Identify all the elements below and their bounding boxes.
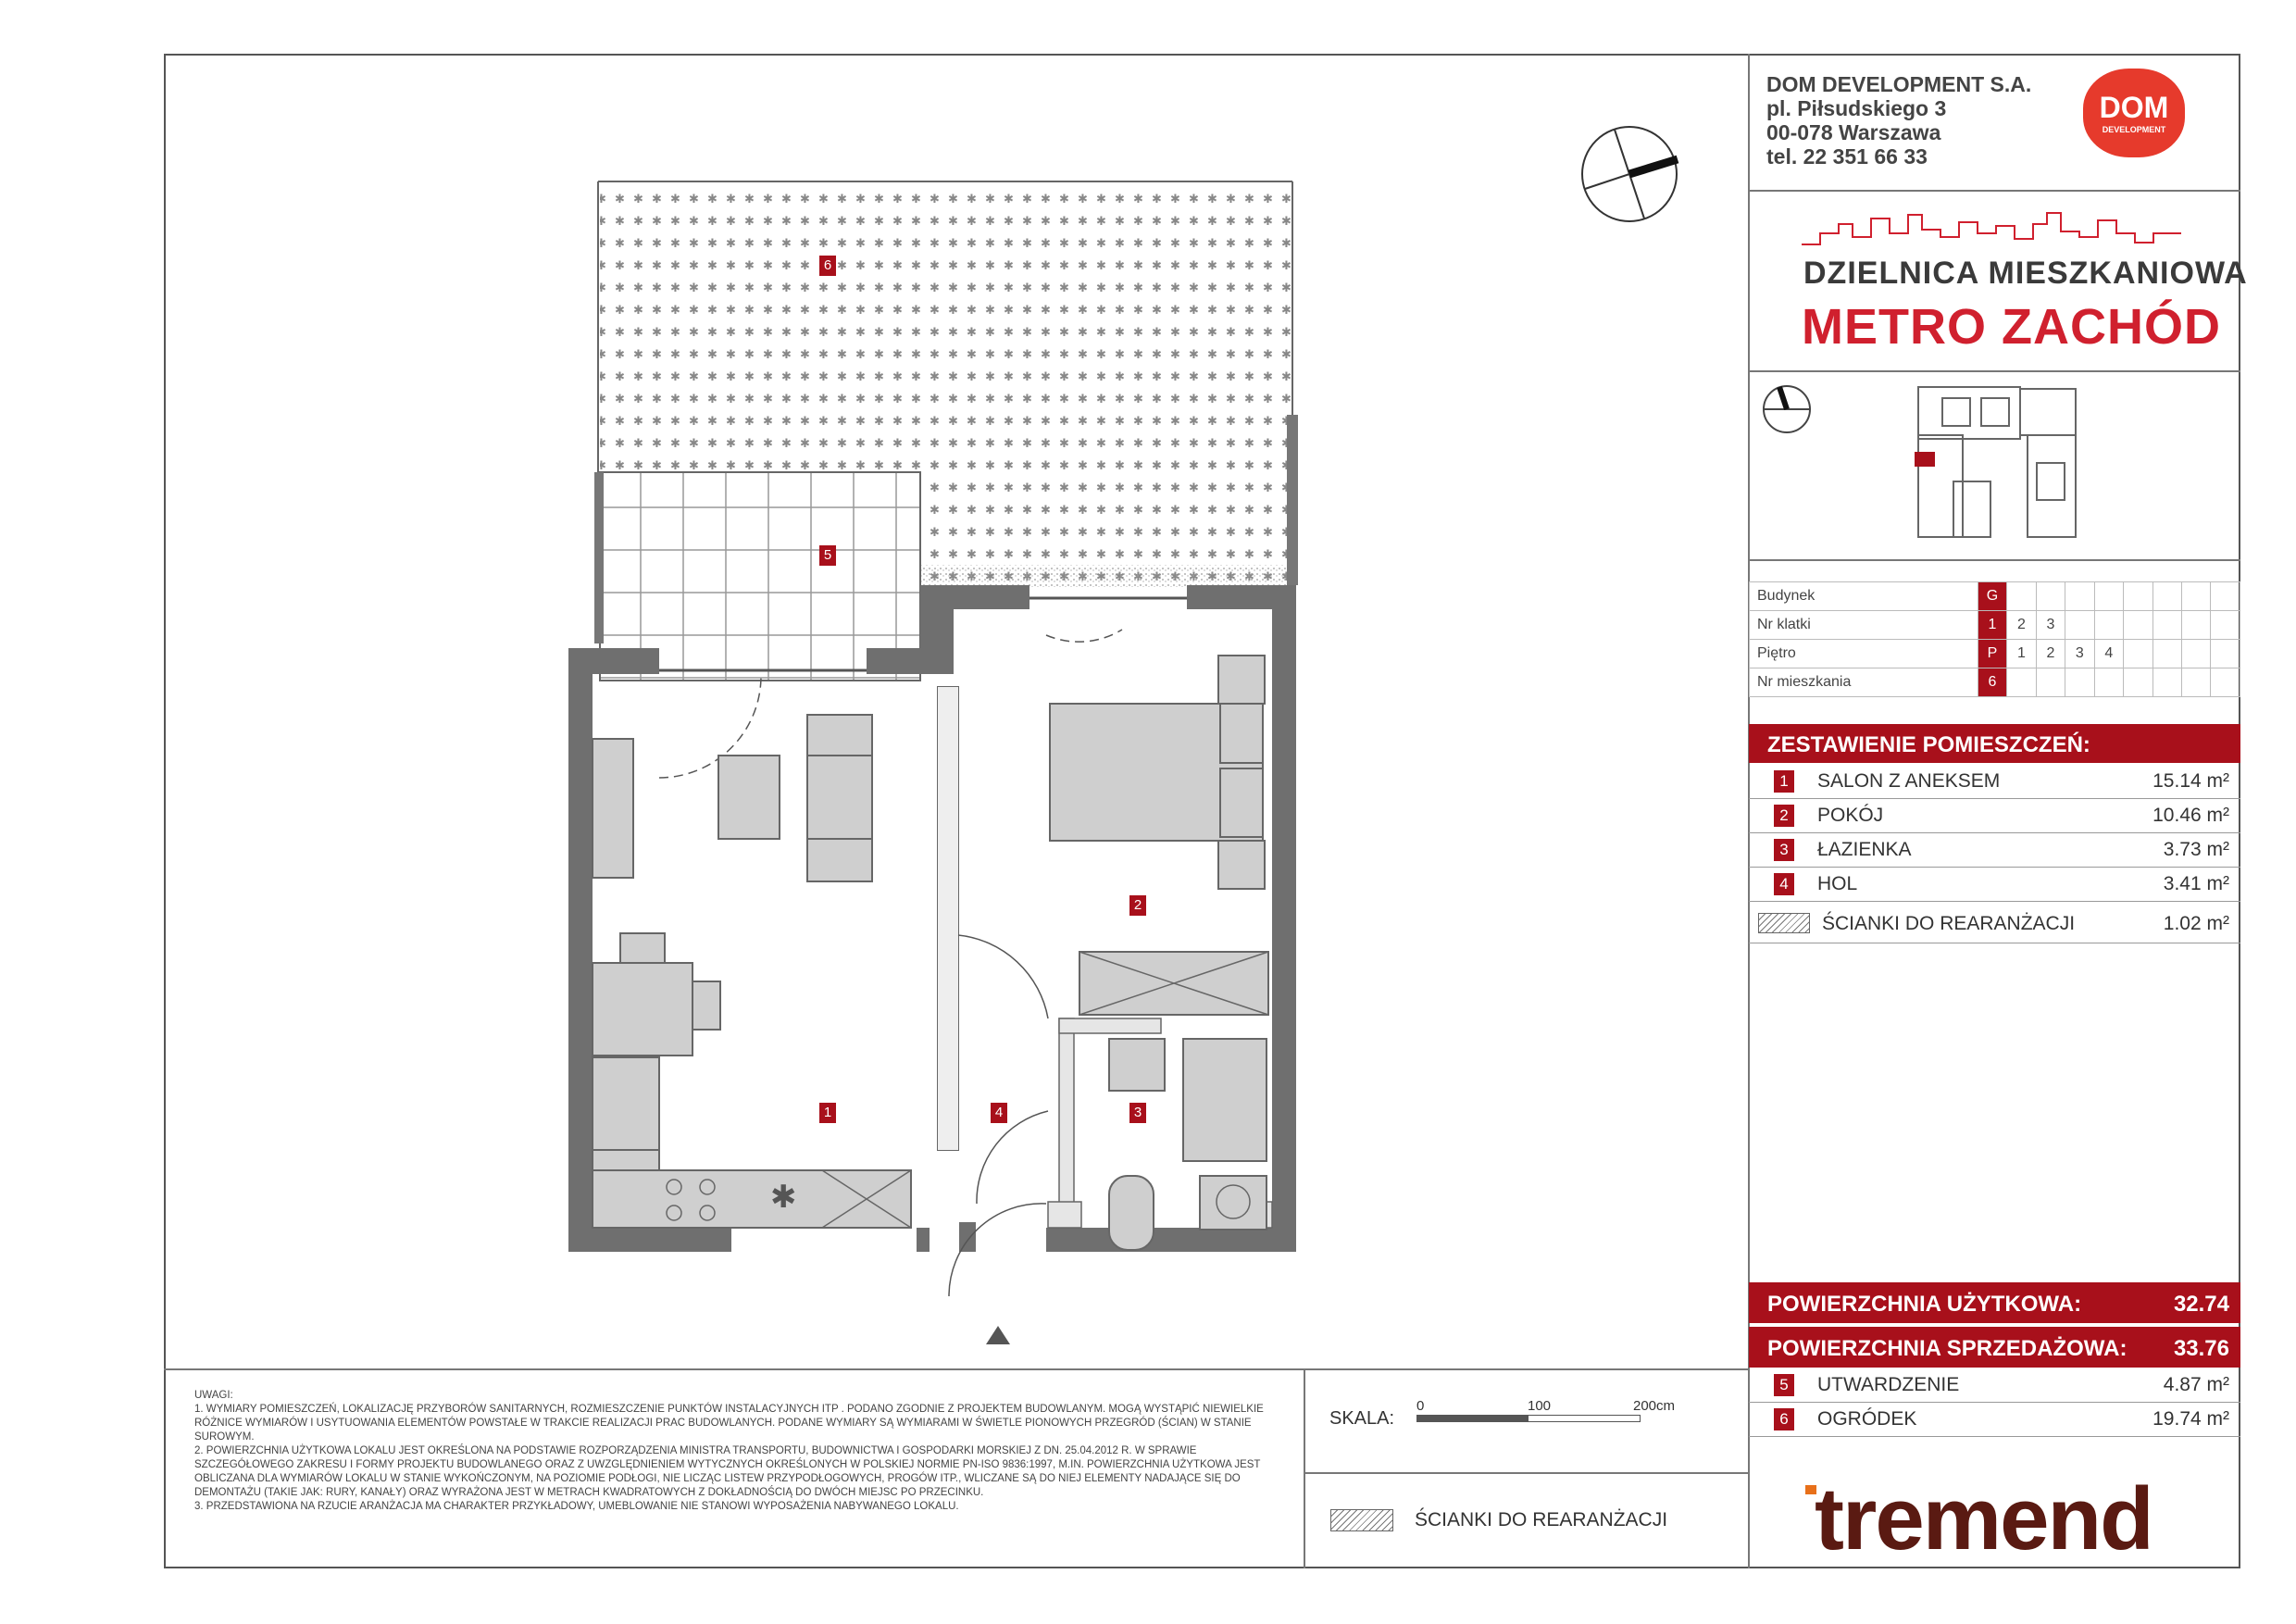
shower bbox=[1183, 1039, 1267, 1161]
location-cell: 1 bbox=[2007, 640, 2036, 668]
room-number-badge: 6 bbox=[1774, 1408, 1794, 1430]
location-cell bbox=[2211, 668, 2240, 697]
plan-label-3: 3 bbox=[1129, 1103, 1146, 1123]
washbasin bbox=[1109, 1039, 1165, 1091]
room-area: 3.41 m² bbox=[2163, 873, 2229, 894]
bath-wall bbox=[1059, 1018, 1074, 1226]
location-cell: 2 bbox=[2036, 640, 2065, 668]
room-name: SALON Z ANEKSEM bbox=[1817, 770, 2001, 792]
plan-label-4: 4 bbox=[991, 1103, 1007, 1123]
location-cell bbox=[2036, 582, 2065, 611]
location-cell bbox=[2124, 668, 2152, 697]
room-row bbox=[1749, 1403, 2240, 1437]
location-cell bbox=[2211, 582, 2240, 611]
pillow-2 bbox=[1220, 768, 1263, 837]
scale-tick-100: 100 bbox=[1528, 1398, 1552, 1414]
company-name: DOM DEVELOPMENT S.A. bbox=[1766, 72, 2032, 96]
location-cell: 3 bbox=[2036, 611, 2065, 640]
location-row bbox=[1750, 582, 2240, 611]
location-cell bbox=[2094, 611, 2123, 640]
scale-bar-empty bbox=[1528, 1415, 1641, 1422]
room-row bbox=[1749, 799, 2240, 833]
room-row bbox=[1749, 868, 2240, 902]
skyline-icon bbox=[1802, 206, 2181, 252]
key-plan bbox=[1759, 380, 2231, 556]
room-number-badge: 3 bbox=[1774, 839, 1794, 861]
location-cell bbox=[2065, 582, 2094, 611]
room-number-badge: 1 bbox=[1774, 770, 1794, 793]
location-cell bbox=[2211, 611, 2240, 640]
pillow-1 bbox=[1220, 704, 1263, 763]
toilet bbox=[1109, 1176, 1154, 1250]
location-cell bbox=[2036, 668, 2065, 697]
scale-tick-0: 0 bbox=[1416, 1398, 1425, 1414]
logo-subtext: DEVELOPMENT bbox=[2102, 125, 2166, 134]
partitions-row bbox=[1749, 906, 2240, 943]
location-cell: G bbox=[1978, 582, 2006, 611]
north-arrow-icon bbox=[1574, 119, 1685, 230]
room-name: HOL bbox=[1817, 873, 1858, 894]
plan-label-6: 6 bbox=[819, 256, 836, 276]
project-title-line2: METRO ZACHÓD bbox=[1802, 299, 2221, 355]
partitions-area: 1.02 m² bbox=[2163, 913, 2229, 934]
total-value: 33.76 bbox=[2173, 1336, 2229, 1361]
location-cell bbox=[2065, 611, 2094, 640]
location-cell bbox=[2094, 668, 2123, 697]
room-number-badge: 5 bbox=[1774, 1374, 1794, 1396]
total-bar bbox=[1749, 1282, 2240, 1323]
location-cell bbox=[2211, 640, 2240, 668]
armchair-seat bbox=[807, 839, 872, 881]
chair-1 bbox=[620, 933, 665, 963]
washing-machine bbox=[1200, 1176, 1267, 1230]
sink-unit bbox=[593, 1057, 659, 1150]
plan-label-2: 2 bbox=[1129, 895, 1146, 916]
furniture bbox=[593, 656, 1268, 1250]
scale-label: SKALA: bbox=[1329, 1408, 1395, 1429]
rooms-header bbox=[1749, 724, 2240, 763]
room-row bbox=[1749, 765, 2240, 799]
svg-text:✱: ✱ bbox=[770, 1179, 797, 1216]
location-cell bbox=[2094, 582, 2123, 611]
room-area: 4.87 m² bbox=[2163, 1374, 2229, 1395]
title-divider bbox=[1748, 370, 2240, 372]
armchair bbox=[807, 756, 872, 839]
total-value: 32.74 bbox=[2173, 1292, 2229, 1317]
location-cell bbox=[2007, 668, 2036, 697]
location-label: Nr mieszkania bbox=[1750, 668, 1978, 697]
location-cell: 1 bbox=[1978, 611, 2006, 640]
location-cell: 6 bbox=[1978, 668, 2006, 697]
chair-2 bbox=[693, 981, 720, 1030]
logo-text: DOM bbox=[2099, 91, 2169, 124]
location-cell bbox=[2065, 668, 2094, 697]
notes bbox=[194, 1389, 1282, 1514]
room-area: 15.14 m² bbox=[2152, 770, 2229, 792]
location-cell bbox=[2182, 640, 2211, 668]
company-info bbox=[1766, 72, 2031, 169]
location-cell bbox=[2182, 611, 2211, 640]
room-number-badge: 2 bbox=[1774, 805, 1794, 827]
nightstand-2 bbox=[1218, 841, 1265, 889]
room-name: POKÓJ bbox=[1817, 805, 1884, 826]
location-cell: 3 bbox=[2065, 640, 2094, 668]
entrance-arrow-icon bbox=[986, 1326, 1010, 1344]
legend-label: ŚCIANKI DO REARANŻACJI bbox=[1415, 1509, 1668, 1530]
note-2: 2. POWIERZCHNIA UŻYTKOWA LOKALU JEST OKREŚLONA NA PODSTAWIE ROZPORZĄDZENIA MINISTRA TRANSPORTU, BUDOWNICTWA I GOSPODARKI MORSKIEJ Z DN. 25.04.2012 R. W SPRAWIE SZCZEGÓŁOWEGO ZAKRESU I FORMY PROJEKTU BUDOWLANEGO ORAZ Z UWZGLĘDNIENIEM WYTYCZNYCH OKREŚLONYCH W POLSKIEJ NORMIE PN-ISO 9836:1997, M.IN. POWIERZCHNIA UŻYTKOWA JEST OBLICZANA DLA WYMIARÓW LOKALU W STANIE WYKOŃCZONYM, NA POZIOMIE PODŁOGI, NIE LICZĄC LISTEW PRZYPODŁOGOWYCH, PROGÓW ITP., WLICZANE SĄ DO NIEJ ELEMENTY NADAJĄCE SIĘ DO DEMONTAŻU (TAKIE JAK: RURY, KANAŁY) ORAZ WYRAŻONA JEST W METRACH KWADRATOWYCH Z DOKŁADNOŚCIĄ DO DWÓCH MIEJSC PO PRZECINKU. bbox=[194, 1445, 1261, 1498]
partitions-name: ŚCIANKI DO REARANŻACJI bbox=[1822, 913, 2076, 934]
tremend-logo: tremend bbox=[1815, 1469, 2152, 1568]
location-cell bbox=[2007, 582, 2036, 611]
location-cell bbox=[2152, 611, 2181, 640]
kitchen-counter bbox=[593, 1170, 911, 1228]
location-cell bbox=[2152, 668, 2181, 697]
location-cell: P bbox=[1978, 640, 2006, 668]
location-cell bbox=[2152, 640, 2181, 668]
location-label: Nr klatki bbox=[1750, 611, 1978, 640]
room-row bbox=[1749, 833, 2240, 868]
legend-hatch bbox=[1330, 1509, 1393, 1531]
room-name: ŁAZIENKA bbox=[1817, 839, 1912, 860]
plan-label-1: 1 bbox=[819, 1103, 836, 1123]
note-3: 3. PRZEDSTAWIONA NA RZUCIE ARANŻACJA MA CHARAKTER PRZYKŁADOWY, UMEBLOWANIE NIE STANOWI WYPOSAŻENIA NABYWANEGO LOKALU. bbox=[194, 1501, 959, 1512]
hatch-swatch bbox=[1758, 913, 1810, 933]
location-row bbox=[1750, 640, 2240, 668]
scale-bar-filled bbox=[1416, 1415, 1528, 1422]
location-cell bbox=[2124, 582, 2152, 611]
dom-logo bbox=[2083, 69, 2185, 157]
location-label: Budynek bbox=[1750, 582, 1978, 611]
garden-fence bbox=[1287, 415, 1298, 585]
dining-table bbox=[593, 963, 693, 1056]
location-cell bbox=[2182, 582, 2211, 611]
location-row bbox=[1750, 668, 2240, 697]
location-cell bbox=[2124, 640, 2152, 668]
note-1: 1. WYMIARY POMIESZCZEŃ, LOKALIZACJĘ PRZYBORÓW SANITARNYCH, ROZMIESZCZENIE PUNKTÓW INSTALACYJNYCH ITP . PODANO ZGODNIE Z PROJEKTEM BUDOWLANYM. MOGĄ WYSTĄPIĆ NIEWIELKIE RÓŻNICE WYMIARÓW I USYTUOWANIA ELEMENTÓW POWSTAŁE W TRAKCIE REALIZACJI PRAC BUDOWLANYCH. PODANE WYMIARY SĄ WYMIARAMI W ŚWIETLE PIONOWYCH PRZEGRÓD (ŚCIAN) W STANIE SUROWYM. bbox=[194, 1404, 1264, 1443]
room-number-badge: 4 bbox=[1774, 873, 1794, 895]
location-cell bbox=[2182, 668, 2211, 697]
location-cell: 4 bbox=[2094, 640, 2123, 668]
scale-tick-200: 200cm bbox=[1633, 1398, 1676, 1414]
notes-divider bbox=[1304, 1368, 1305, 1568]
plan-label-5: 5 bbox=[819, 545, 836, 566]
floor-plan bbox=[555, 167, 1315, 1370]
company-divider bbox=[1748, 190, 2240, 192]
coffee-table bbox=[718, 756, 780, 839]
nightstand-1 bbox=[1218, 656, 1265, 704]
project-title-line1: DZIELNICA MIESZKANIOWA bbox=[1803, 256, 2248, 291]
room-name: OGRÓDEK bbox=[1817, 1408, 1917, 1430]
keyplan-divider bbox=[1748, 559, 2240, 561]
partition-wall-fill bbox=[938, 687, 958, 1150]
room-area: 3.73 m² bbox=[2163, 839, 2229, 860]
company-address-1: pl. Piłsudskiego 3 bbox=[1766, 96, 1947, 120]
rooms-header-text: ZESTAWIENIE POMIESZCZEŃ: bbox=[1767, 732, 2090, 757]
total-label: POWIERZCHNIA UŻYTKOWA: bbox=[1767, 1292, 2082, 1317]
total-label: POWIERZCHNIA SPRZEDAŻOWA: bbox=[1767, 1336, 2128, 1361]
company-phone: tel. 22 351 66 33 bbox=[1766, 144, 1928, 169]
location-cell bbox=[2124, 611, 2152, 640]
location-label: Piętro bbox=[1750, 640, 1978, 668]
room-area: 10.46 m² bbox=[2152, 805, 2229, 826]
room-area: 19.74 m² bbox=[2152, 1408, 2229, 1430]
room-name: UTWARDZENIE bbox=[1817, 1374, 1960, 1395]
terrace-fence bbox=[594, 472, 604, 643]
location-cell bbox=[2152, 582, 2181, 611]
notes-title: UWAGI: bbox=[194, 1390, 233, 1401]
total-bar bbox=[1749, 1327, 2240, 1368]
location-row bbox=[1750, 611, 2240, 640]
company-address-2: 00-078 Warszawa bbox=[1766, 120, 1941, 144]
scale-divider bbox=[1304, 1472, 1750, 1474]
tv-unit bbox=[593, 739, 633, 878]
gravel-strip bbox=[920, 565, 1287, 587]
location-table bbox=[1749, 581, 2240, 697]
armchair-back bbox=[807, 715, 872, 756]
location-cell: 2 bbox=[2007, 611, 2036, 640]
room-row bbox=[1749, 1368, 2240, 1403]
